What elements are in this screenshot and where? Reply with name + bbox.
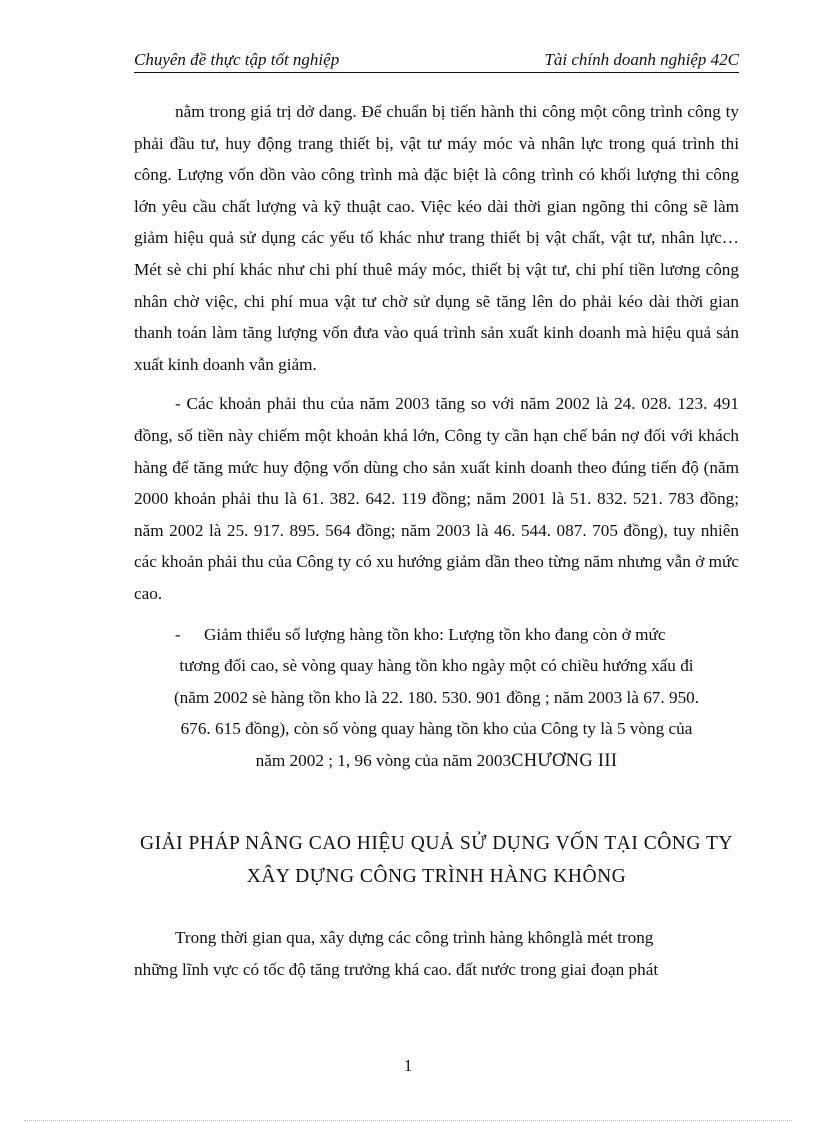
chapter-label: CHƯƠNG III <box>511 750 618 771</box>
paragraph-3-line-5-text: năm 2002 ; 1, 96 vòng của năm 2003 <box>255 750 512 770</box>
closing-line-2: những lĩnh vực có tốc độ tăng trưởng khá cao. đất nước trong giai đoạn phát <box>134 959 659 979</box>
body-text <box>134 96 739 777</box>
header-left-title: Chuyên đề thực tập tốt nghiệp <box>134 50 340 69</box>
paragraph-3 <box>134 619 739 778</box>
chapter-title-line-1: GIẢI PHÁP NÂNG CAO HIỆU QUẢ SỬ DỤNG VỐN TẠI CÔNG TY <box>140 833 733 854</box>
chapter-title <box>134 829 739 891</box>
paragraph-3-line-3: (năm 2002 sè hàng tồn kho là 22. 180. 530. 901 đồng ; năm 2003 là 67. 950. <box>173 687 700 707</box>
page-number: 1 <box>403 1056 413 1075</box>
paragraph-3-line-1: Giảm thiểu số lượng hàng tồn kho: Lượng tồn kho đang còn ở mức <box>204 624 666 644</box>
closing-line-1: Trong thời gian qua, xây dựng các công trình hàng khônglà mét trong <box>175 928 654 947</box>
paragraph-1: nằm trong giá trị dở dang. Để chuẩn bị tiến hành thi công một công trình công ty phải đầu tư, huy động trang thiết bị, vật tư máy móc và nhân lực trong quá trình thi công. Lượng vốn dồn vào công trình mà đặc biệt là công trình có khối lượng thi công lớn yêu cầu chất lượng và kỹ thuật cao. Việc kéo dài thời gian ngõng thi công sẽ làm giảm hiệu quả sử dụng các yếu tố khác như trang thiết bị vật chất, vật tư, nhân lực… Mét sè chi phí khác như chi phí thuê máy móc, thiết bị vật tư, chi phí tiền lương công nhân chờ việc, chi phí mua vật tư chờ sử dụng sẽ tăng lên do phải kéo dài thời gian thanh toán làm tăng lượng vốn đưa vào quá trình sản xuất kinh doanh mà hiệu quả sản xuất kinh doanh vẫn giảm. <box>134 102 739 374</box>
paragraph-3-line-4: 676. 615 đồng), còn số vòng quay hàng tồn kho của Công ty là 5 vòng của <box>180 719 693 739</box>
paragraph-3-line-2: tương đối cao, sè vòng quay hàng tồn kho ngày một có chiều hướng xấu đi <box>179 656 694 676</box>
closing-paragraph <box>134 922 739 985</box>
chapter-title-line-2: XÂY DỰNG CÔNG TRÌNH HÀNG KHÔNG <box>246 866 627 887</box>
page-bottom-border <box>24 1120 792 1121</box>
paragraph-2: - Các khoản phải thu của năm 2003 tăng so với năm 2002 là 24. 028. 123. 491 đồng, số tiền này chiếm một khoản khá lớn, Công ty cần hạn chế bán nợ đối với khách hàng để tăng mức huy động vốn dùng cho sản xuất kinh doanh theo đúng tiến độ (năm 2000 khoản phải thu là 61. 382. 642. 119 đồng; năm 2001 là 51. 832. 521. 783 đồng; năm 2002 là 25. 917. 895. 564 đồng; năm 2003 là 46. 544. 087. 705 đồng), tuy nhiên các khoản phải thu của Công ty có xu hướng giảm dần theo từng năm nhưng vẫn ở mức cao. <box>134 394 739 603</box>
paragraph-3-line-5 <box>134 745 739 778</box>
page-header <box>134 48 739 73</box>
header-right-title: Tài chính doanh nghiệp 42C <box>544 50 739 69</box>
list-dash: - <box>175 624 181 644</box>
